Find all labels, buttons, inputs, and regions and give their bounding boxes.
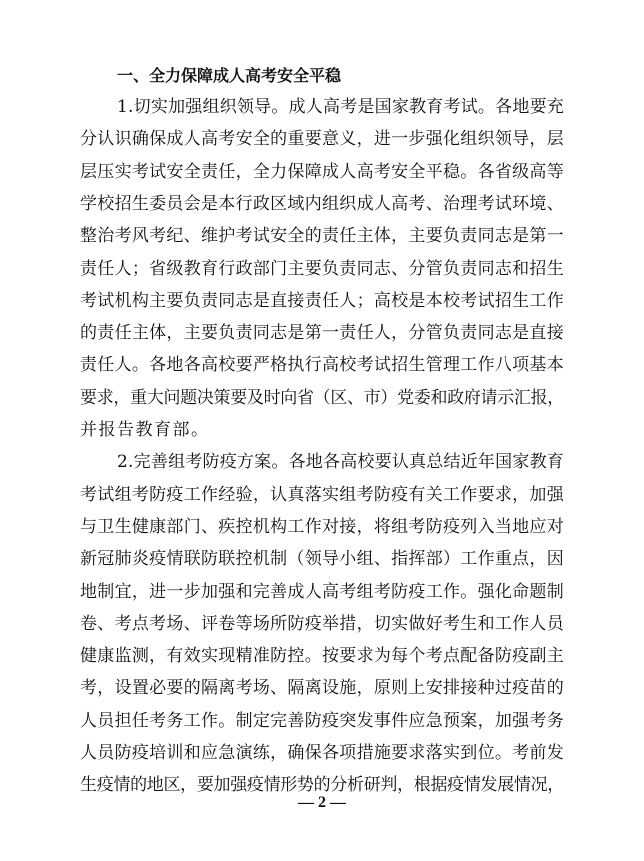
paragraph-2-line: 生疫情的地区，要加强疫情形势的分析研判，根据疫情发展情况， <box>80 775 564 796</box>
paragraph-1-line: 责任人；省级教育行政部门主要负责同志、分管负责同志和招生 <box>80 258 564 279</box>
paragraph-1-line: 分认识确保成人高考安全的重要意义，进一步强化组织领导，层 <box>80 129 564 150</box>
paragraph-1-line: 学校招生委员会是本行政区域内组织成人高考、治理考试环境、 <box>80 193 564 214</box>
paragraph-2-line: 考试组考防疫工作经验，认真落实组考防疫有关工作要求，加强 <box>80 484 564 505</box>
paragraph-1-line: 层压实考试安全责任，全力保障成人高考安全平稳。各省级高等 <box>80 161 564 182</box>
paragraph-2-line: 地制宜，进一步加强和完善成人高考组考防疫工作。强化命题制 <box>80 581 564 602</box>
paragraph-1-line: 并报告教育部。 <box>80 420 210 440</box>
paragraph-2-line: 2.完善组考防疫方案。各地各高校要认真总结近年国家教育 <box>117 452 564 473</box>
paragraph-1-line: 考试机构主要负责同志是直接责任人；高校是本校考试招生工作 <box>80 290 564 311</box>
paragraph-1-line: 的责任主体，主要负责同志是第一责任人，分管负责同志是直接 <box>80 323 564 344</box>
section-heading: 一、全力保障成人高考安全平稳 <box>117 66 342 85</box>
paragraph-1-line: 要求，重大问题决策要及时向省（区、市）党委和政府请示汇报， <box>80 387 564 408</box>
paragraph-2-line: 与卫生健康部门、疾控机构工作对接，将组考防疫列入当地应对 <box>80 516 564 537</box>
paragraph-2-line: 人员防疫培训和应急演练，确保各项措施要求落实到位。考前发 <box>80 743 564 763</box>
paragraph-1-line: 整治考风考纪、维护考试安全的责任主体，主要负责同志是第一 <box>80 226 564 247</box>
paragraph-2-line: 卷、考点考场、评卷等场所防疫举措，切实做好考生和工作人员 <box>80 613 564 634</box>
paragraph-1-line: 责任人。各地各高校要严格执行高校考试招生管理工作八项基本 <box>80 355 564 376</box>
paragraph-2-line: 健康监测，有效实现精准防控。按要求为每个考点配备防疫副主 <box>80 646 564 667</box>
paragraph-1-line: 1.切实加强组织领导。成人高考是国家教育考试。各地要充 <box>117 97 564 117</box>
paragraph-2-line: 人员担任考务工作。制定完善防疫突发事件应急预案，加强考务 <box>80 710 564 731</box>
page-number: — 2 — <box>298 794 346 811</box>
paragraph-2-line: 考，设置必要的隔离考场、隔离设施，原则上安排接种过疫苗的 <box>80 678 564 699</box>
paragraph-2-line: 新冠肺炎疫情联防联控机制（领导小组、指挥部）工作重点，因 <box>80 549 564 570</box>
